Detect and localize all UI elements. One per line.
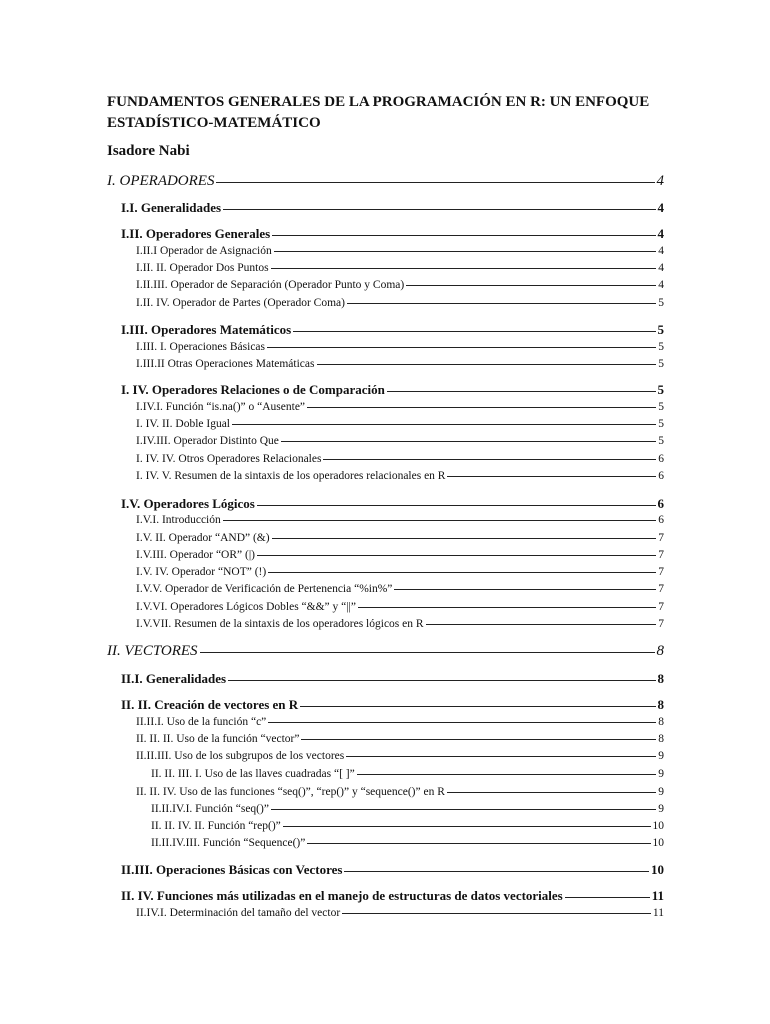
toc-entry-page-number: 11 xyxy=(651,888,664,903)
toc-leader-line xyxy=(357,774,657,775)
toc-entry[interactable] xyxy=(121,226,664,242)
toc-entry-page-number: 7 xyxy=(658,583,664,595)
toc-entry[interactable] xyxy=(121,888,664,904)
toc-entry[interactable] xyxy=(136,532,664,544)
toc-leader-line xyxy=(394,589,656,590)
toc-entry-page-number: 9 xyxy=(658,803,664,815)
toc-leader-line xyxy=(216,182,654,183)
toc-entry-label: I.V. Operadores Lógicos xyxy=(121,496,255,511)
toc-entry-page-number: 9 xyxy=(658,786,664,798)
toc-entry-label: I.V.VI. Operadores Lógicos Dobles “&&” y “||” xyxy=(136,601,356,613)
toc-entry-page-number: 8 xyxy=(657,671,664,686)
toc-entry-label: I.II. Operadores Generales xyxy=(121,226,271,241)
toc-entry[interactable] xyxy=(107,643,664,660)
toc-leader-line xyxy=(347,303,656,304)
toc-entry[interactable] xyxy=(136,435,664,447)
toc-leader-line xyxy=(200,652,655,653)
toc-leader-line xyxy=(274,251,657,252)
toc-leader-line xyxy=(307,843,650,844)
toc-leader-line xyxy=(565,897,650,898)
toc-leader-line xyxy=(406,285,656,286)
toc-entry[interactable] xyxy=(136,549,664,561)
toc-entry-label: II.IV.I. Determinación del tamaño del vector xyxy=(136,907,341,919)
toc-entry[interactable] xyxy=(136,566,664,578)
toc-leader-line xyxy=(344,871,649,872)
toc-leader-line xyxy=(271,809,656,810)
toc-entry-page-number: 10 xyxy=(652,820,664,832)
toc-leader-line xyxy=(223,520,657,521)
toc-leader-line xyxy=(272,235,655,236)
toc-entry-page-number: 5 xyxy=(658,297,664,309)
toc-leader-line xyxy=(271,268,657,269)
toc-leader-line xyxy=(301,739,656,740)
toc-entry[interactable] xyxy=(151,803,664,815)
toc-entry-page-number: 5 xyxy=(658,418,664,430)
toc-leader-line xyxy=(447,792,656,793)
toc-entry-label: I.II.I Operador de Asignación xyxy=(136,245,272,257)
toc-entry-page-number: 8 xyxy=(658,716,664,728)
toc-entry-page-number: 7 xyxy=(658,601,664,613)
toc-entry-page-number: 6 xyxy=(658,470,664,482)
toc-entry-page-number: 5 xyxy=(658,401,664,413)
document-author: Isadore Nabi xyxy=(107,143,190,159)
toc-entry[interactable] xyxy=(136,618,664,630)
toc-entry-label: II.II.IV.III. Función “Sequence()” xyxy=(151,837,306,849)
toc-entry[interactable] xyxy=(136,583,664,595)
toc-entry[interactable] xyxy=(136,262,664,274)
toc-entry-label: I. IV. Operadores Relaciones o de Comparación xyxy=(121,382,385,397)
toc-entry[interactable] xyxy=(136,297,664,309)
toc-entry-page-number: 10 xyxy=(652,837,664,849)
toc-leader-line xyxy=(426,624,657,625)
toc-entry-label: II. VECTORES xyxy=(107,643,198,659)
toc-entry-page-number: 4 xyxy=(657,200,664,215)
toc-entry-page-number: 7 xyxy=(658,618,664,630)
toc-entry[interactable] xyxy=(136,341,664,353)
toc-entry[interactable] xyxy=(121,496,664,512)
toc-entry-page-number: 8 xyxy=(656,643,664,659)
toc-entry-page-number: 7 xyxy=(658,549,664,561)
toc-leader-line xyxy=(283,826,651,827)
toc-entry-label: I.V. II. Operador “AND” (&) xyxy=(136,532,270,544)
toc-entry[interactable] xyxy=(136,514,664,526)
toc-entry[interactable] xyxy=(136,750,664,762)
toc-entry-label: II. II. IV. II. Función “rep()” xyxy=(151,820,281,832)
toc-entry-page-number: 7 xyxy=(658,532,664,544)
toc-entry-page-number: 4 xyxy=(656,173,664,189)
toc-entry-page-number: 11 xyxy=(652,907,664,919)
toc-leader-line xyxy=(272,538,657,539)
toc-entry[interactable] xyxy=(121,671,664,687)
toc-entry-label: I.III. Operadores Matemáticos xyxy=(121,322,292,337)
toc-entry[interactable] xyxy=(136,245,664,257)
toc-entry-label: I.V.I. Introducción xyxy=(136,514,221,526)
toc-entry-page-number: 10 xyxy=(651,862,664,877)
toc-entry-page-number: 4 xyxy=(657,226,664,241)
toc-entry-label: II.II.III. Uso de los subgrupos de los vectores xyxy=(136,750,345,762)
toc-leader-line xyxy=(257,555,656,556)
toc-entry[interactable] xyxy=(136,401,664,413)
toc-entry-page-number: 5 xyxy=(658,435,664,447)
document-title: FUNDAMENTOS GENERALES DE LA PROGRAMACIÓN EN R: UN ENFOQUE ESTADÍSTICO-MATEMÁTICO xyxy=(107,94,650,131)
toc-leader-line xyxy=(268,722,656,723)
toc-entry-page-number: 6 xyxy=(657,496,664,511)
toc-entry-label: I.III.II Otras Operaciones Matemáticas xyxy=(136,358,315,370)
toc-entry-page-number: 8 xyxy=(658,733,664,745)
toc-entry-label: II.II.IV.I. Función “seq()” xyxy=(151,803,269,815)
toc-leader-line xyxy=(346,756,656,757)
toc-entry-page-number: 9 xyxy=(658,768,664,780)
toc-entry-label: I.V.VII. Resumen de la sintaxis de los operadores lógicos en R xyxy=(136,618,424,630)
toc-entry-page-number: 5 xyxy=(658,341,664,353)
toc-entry[interactable] xyxy=(107,173,664,190)
toc-entry-label: II. II. III. I. Uso de las llaves cuadradas “[ ]” xyxy=(151,768,355,780)
toc-entry[interactable] xyxy=(121,697,664,713)
toc-entry[interactable] xyxy=(136,716,664,728)
toc-entry-label: II. IV. Funciones más utilizadas en el manejo de estructuras de datos vectoriales xyxy=(121,888,563,903)
toc-leader-line xyxy=(317,364,657,365)
toc-leader-line xyxy=(281,441,656,442)
toc-leader-line xyxy=(307,407,656,408)
toc-entry[interactable] xyxy=(136,907,664,919)
toc-entry-page-number: 6 xyxy=(658,514,664,526)
toc-entry-label: I.II.III. Operador de Separación (Operador Punto y Coma) xyxy=(136,279,405,291)
toc-entry[interactable] xyxy=(136,358,664,370)
toc-entry-label: I.V.V. Operador de Verificación de Pertenencia “%in%” xyxy=(136,583,393,595)
toc-entry[interactable] xyxy=(151,837,664,849)
toc-leader-line xyxy=(232,424,656,425)
toc-entry-label: I.V. IV. Operador “NOT” (!) xyxy=(136,566,267,578)
toc-leader-line xyxy=(387,391,656,392)
toc-entry-label: II.II.I. Uso de la función “c” xyxy=(136,716,267,728)
toc-entry[interactable] xyxy=(136,418,664,430)
toc-entry-page-number: 5 xyxy=(657,322,664,337)
toc-leader-line xyxy=(268,572,656,573)
toc-entry[interactable] xyxy=(121,200,664,216)
toc-entry-label: I.IV.III. Operador Distinto Que xyxy=(136,435,279,447)
toc-entry-page-number: 4 xyxy=(658,279,664,291)
toc-entry[interactable] xyxy=(121,862,664,878)
toc-entry-label: I. IV. IV. Otros Operadores Relacionales xyxy=(136,453,322,465)
toc-entry[interactable] xyxy=(136,279,664,291)
toc-entry[interactable] xyxy=(136,453,664,465)
toc-entry-label: I.II. II. Operador Dos Puntos xyxy=(136,262,269,274)
toc-leader-line xyxy=(342,913,651,914)
toc-leader-line xyxy=(267,347,656,348)
toc-leader-line xyxy=(323,459,656,460)
toc-entry-label: I.V.III. Operador “OR” (|) xyxy=(136,549,255,561)
toc-entry[interactable] xyxy=(151,820,664,832)
toc-entry-page-number: 6 xyxy=(658,453,664,465)
toc-entry-label: I.IV.I. Función “is.na()” o “Ausente” xyxy=(136,401,306,413)
toc-leader-line xyxy=(223,209,655,210)
toc-entry[interactable] xyxy=(121,382,664,398)
toc-leader-line xyxy=(293,331,655,332)
toc-entry[interactable] xyxy=(136,733,664,745)
toc-entry-page-number: 5 xyxy=(658,358,664,370)
toc-entry-page-number: 8 xyxy=(657,697,664,712)
toc-entry[interactable] xyxy=(121,322,664,338)
toc-entry-page-number: 7 xyxy=(658,566,664,578)
toc-entry[interactable] xyxy=(136,786,664,798)
toc-entry-label: I.II. IV. Operador de Partes (Operador Coma) xyxy=(136,297,345,309)
toc-entry-label: I.III. I. Operaciones Básicas xyxy=(136,341,265,353)
toc-entry[interactable] xyxy=(136,601,664,613)
toc-entry[interactable] xyxy=(136,470,664,482)
toc-entry-page-number: 9 xyxy=(658,750,664,762)
toc-entry[interactable] xyxy=(151,768,664,780)
toc-leader-line xyxy=(358,607,656,608)
toc-entry-label: I. IV. V. Resumen de la sintaxis de los operadores relacionales en R xyxy=(136,470,446,482)
toc-entry-label: II.III. Operaciones Básicas con Vectores xyxy=(121,862,343,877)
toc-entry-label: II. II. II. Uso de la función “vector” xyxy=(136,733,300,745)
toc-entry-page-number: 5 xyxy=(657,382,664,397)
toc-entry-label: II.I. Generalidades xyxy=(121,671,227,686)
toc-entry-label: II. II. Creación de vectores en R xyxy=(121,697,299,712)
toc-entry-label: I. IV. II. Doble Igual xyxy=(136,418,230,430)
toc-leader-line xyxy=(228,680,655,681)
toc-entry-page-number: 4 xyxy=(658,245,664,257)
toc-entry-page-number: 4 xyxy=(658,262,664,274)
toc-leader-line xyxy=(257,505,656,506)
toc-entry-label: I. OPERADORES xyxy=(107,173,215,189)
toc-entry-label: II. II. IV. Uso de las funciones “seq()”, “rep()” y “sequence()” en R xyxy=(136,786,445,798)
toc-leader-line xyxy=(447,476,656,477)
toc-leader-line xyxy=(300,706,655,707)
toc-entry-label: I.I. Generalidades xyxy=(121,200,222,215)
